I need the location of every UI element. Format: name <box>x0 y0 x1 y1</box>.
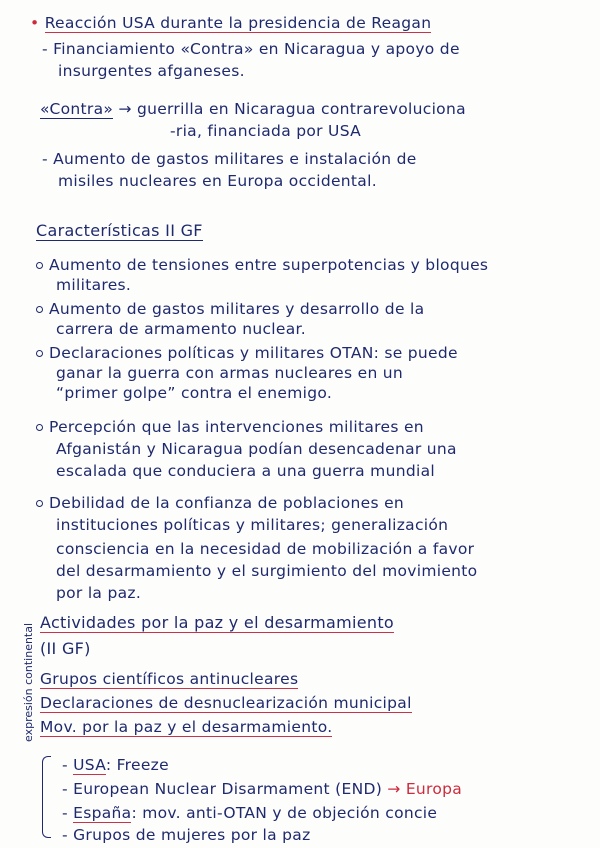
bracket-icon <box>42 756 51 838</box>
contra-definition-line-1: «Contra» → guerrilla en Nicaragua contrarevoluciona <box>40 100 466 118</box>
arrow-icon: → <box>387 780 401 798</box>
char-bullet-4-line-2: Afganistán y Nicaragua podían desencadenar una <box>56 440 457 458</box>
sub-end: - European Nuclear Disarmament (END) → Europa <box>62 780 463 798</box>
char-bullet-3-line-3: “primer golpe” contra el enemigo. <box>56 384 333 402</box>
sub-spain: - España: mov. anti-OTAN y de objeción concie <box>62 804 438 822</box>
activity-scientists: Grupos científicos antinucleares <box>40 670 299 688</box>
char-bullet-1-line-2: militares. <box>56 276 132 294</box>
activities-heading: Actividades por la paz y el desarmamiento <box>40 613 395 632</box>
sub-usa: - USA: Freeze <box>62 756 169 774</box>
financing-line-2: insurgentes afganeses. <box>58 62 245 80</box>
bullet-icon <box>36 500 43 507</box>
activities-heading-2: (II GF) <box>40 639 91 658</box>
military-spending-line-1: - Aumento de gastos militares e instalación de <box>42 150 417 168</box>
arrow-icon: → <box>118 100 132 118</box>
bullet-icon <box>36 350 43 357</box>
activity-peace-movement: Mov. por la paz y el desarmamiento. <box>40 718 333 736</box>
char-bullet-5-line-5: por la paz. <box>56 584 142 602</box>
activity-municipal: Declaraciones de desnuclearización municipal <box>40 694 412 712</box>
char-bullet-3-line-2: ganar la guerra con armas nucleares en un <box>56 364 404 382</box>
char-bullet-4-line-1: Percepción que las intervenciones militares en <box>36 418 424 436</box>
characteristics-heading: Características II GF <box>36 221 203 240</box>
reagan-heading: • Reacción USA durante la presidencia de Reagan <box>30 14 432 32</box>
char-bullet-3-line-1: Declaraciones políticas y militares OTAN: se puede <box>36 344 458 362</box>
bullet-icon <box>36 306 43 313</box>
bullet-icon <box>36 424 43 431</box>
char-bullet-4-line-3: escalada que conduciera a una guerra mundial <box>56 462 435 480</box>
contra-definition-line-2: -ria, financiada por USA <box>170 122 362 140</box>
char-bullet-5-line-3: consciencia en la necesidad de mobilización a favor <box>56 540 475 558</box>
char-bullet-2-line-1: Aumento de gastos militares y desarrollo de la <box>36 300 424 318</box>
financing-line-1: - Financiamiento «Contra» en Nicaragua y apoyo de <box>42 40 460 58</box>
char-bullet-1-line-1: Aumento de tensiones entre superpotencias y bloques <box>36 256 488 274</box>
continental-expression-note: expresión continental <box>22 622 35 742</box>
military-spending-line-2: misiles nucleares en Europa occidental. <box>58 172 377 190</box>
char-bullet-2-line-2: carrera de armamento nuclear. <box>56 320 307 338</box>
contra-term: «Contra» <box>40 100 114 118</box>
char-bullet-5-line-2: instituciones políticas y militares; generalización <box>56 516 449 534</box>
char-bullet-5-line-1: Debilidad de la confianza de poblaciones en <box>36 494 404 512</box>
char-bullet-5-line-4: del desarmamiento y el surgimiento del movimiento <box>56 562 478 580</box>
bullet-icon <box>36 262 43 269</box>
sub-women: - Grupos de mujeres por la paz <box>62 826 311 844</box>
